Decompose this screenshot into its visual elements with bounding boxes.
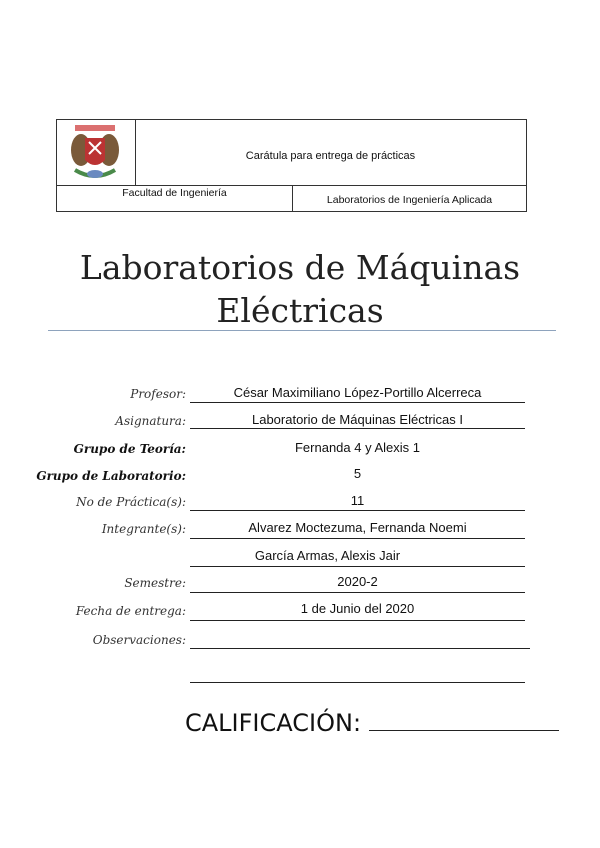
fecha-line: [190, 620, 525, 621]
observaciones-line-1: [190, 648, 530, 649]
asignatura-line: [190, 428, 525, 429]
fecha-value: 1 de Junio del 2020: [300, 601, 415, 616]
asignatura-label: Asignatura:: [115, 414, 186, 428]
title-divider: [48, 330, 556, 331]
integrante-1-line: [190, 538, 525, 539]
faculty-name: Facultad de Ingeniería: [122, 187, 227, 199]
profesor-value: César Maximiliano López-Portillo Alcerreca: [233, 385, 482, 400]
calificacion-label: CALIFICACIÓN:: [185, 709, 362, 737]
grupo-lab-value: 5: [353, 466, 362, 481]
asignatura-value: Laboratorio de Máquinas Eléctricas I: [251, 412, 463, 427]
observaciones-line-2: [190, 682, 525, 683]
integrantes-label: Integrante(s):: [101, 522, 186, 536]
header-table: [56, 119, 527, 212]
integrante-1: Alvarez Moctezuma, Fernanda Noemi: [248, 520, 467, 535]
calificacion-blank: [369, 708, 559, 731]
fecha-label: Fecha de entrega:: [75, 604, 186, 618]
profesor-label: Profesor:: [130, 387, 186, 401]
header-title: Carátula para entrega de prácticas: [245, 150, 416, 162]
calificacion: [185, 708, 559, 737]
integrante-2: García Armas, Alexis Jair: [254, 548, 401, 563]
unam-engineering-logo: [67, 124, 123, 182]
grupo-lab-label: Grupo de Laboratorio:: [36, 469, 186, 483]
integrante-2-line: [190, 566, 525, 567]
semestre-label: Semestre:: [124, 576, 186, 590]
practica-label: No de Práctica(s):: [76, 495, 186, 509]
semestre-value: 2020-2: [337, 574, 378, 589]
practica-value: 11: [350, 493, 365, 508]
grupo-teoria-value: Fernanda 4 y Alexis 1: [294, 440, 421, 455]
observaciones-label: Observaciones:: [92, 633, 186, 647]
department-name: Laboratorios de Ingeniería Aplicada: [326, 194, 493, 206]
grupo-teoria-label: Grupo de Teoría:: [73, 442, 186, 456]
document-title: [0, 246, 600, 332]
practica-line: [190, 510, 525, 511]
title-line-2: Eléctricas: [216, 291, 384, 330]
semestre-line: [190, 592, 525, 593]
profesor-line: [190, 402, 525, 403]
title-line-1: Laboratorios de Máquinas: [79, 248, 521, 287]
